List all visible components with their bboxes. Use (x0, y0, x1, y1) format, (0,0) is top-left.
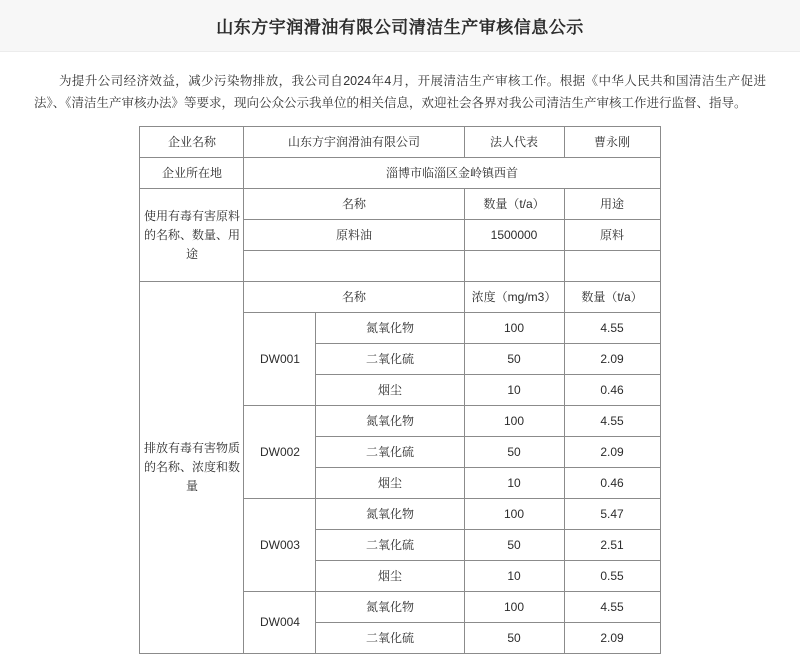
info-table-body (140, 127, 660, 654)
table-row (140, 189, 660, 220)
emission-name: 氮氧化物 (316, 313, 464, 344)
emission-name: 二氧化硫 (316, 344, 464, 375)
emission-quantity: 4.55 (564, 406, 660, 437)
value-company-address: 淄博市临淄区金岭镇西首 (244, 158, 660, 189)
emission-quantity: 2.09 (564, 344, 660, 375)
emission-concentration: 50 (464, 344, 564, 375)
emission-name: 二氧化硫 (316, 437, 464, 468)
emission-outlet-dw004: DW004 (244, 592, 316, 654)
table-row (140, 282, 660, 313)
emission-concentration: 10 (464, 468, 564, 499)
label-company-address: 企业所在地 (140, 158, 244, 189)
header-emission-quantity: 数量（t/a） (564, 282, 660, 313)
page-header (0, 0, 800, 52)
header-emission-concentration: 浓度（mg/m3） (464, 282, 564, 313)
emission-concentration: 50 (464, 623, 564, 654)
emission-name: 氮氧化物 (316, 592, 464, 623)
raw-material-quantity: 1500000 (464, 220, 564, 251)
emission-name: 烟尘 (316, 375, 464, 406)
header-raw-material-name: 名称 (244, 189, 464, 220)
raw-material-empty-name (244, 251, 464, 282)
emission-concentration: 10 (464, 561, 564, 592)
table-row (140, 127, 660, 158)
emission-quantity: 4.55 (564, 592, 660, 623)
label-emission-block: 排放有毒有害物质的名称、浓度和数量 (140, 282, 244, 654)
emission-outlet-dw003: DW003 (244, 499, 316, 592)
raw-material-name: 原料油 (244, 220, 464, 251)
label-company-name: 企业名称 (140, 127, 244, 158)
emission-concentration: 50 (464, 530, 564, 561)
header-emission-name: 名称 (244, 282, 464, 313)
raw-material-empty-usage (564, 251, 660, 282)
emission-name: 氮氧化物 (316, 499, 464, 530)
emission-quantity: 5.47 (564, 499, 660, 530)
info-table-container (0, 120, 800, 654)
emission-concentration: 50 (464, 437, 564, 468)
emission-concentration: 100 (464, 592, 564, 623)
emission-concentration: 100 (464, 313, 564, 344)
emission-quantity: 2.51 (564, 530, 660, 561)
emission-quantity: 0.46 (564, 375, 660, 406)
label-legal-rep: 法人代表 (464, 127, 564, 158)
raw-material-usage: 原料 (564, 220, 660, 251)
label-raw-material-block: 使用有毒有害原料的名称、数量、用途 (140, 189, 244, 282)
emission-name: 氮氧化物 (316, 406, 464, 437)
info-table (139, 126, 660, 654)
header-raw-material-quantity: 数量（t/a） (464, 189, 564, 220)
emission-concentration: 100 (464, 499, 564, 530)
emission-concentration: 10 (464, 375, 564, 406)
emission-outlet-dw001: DW001 (244, 313, 316, 406)
emission-name: 二氧化硫 (316, 530, 464, 561)
intro-paragraph: 为提升公司经济效益，减少污染物排放，我公司自2024年4月，开展清洁生产审核工作。根据《中华人民共和国清洁生产促进法》、《清洁生产审核办法》等要求，现向公众公示我单位的相关信息，欢迎社会各界对我公司清洁生产审核工作进行监督、指导。 (34, 74, 766, 110)
value-legal-rep: 曹永刚 (564, 127, 660, 158)
emission-concentration: 100 (464, 406, 564, 437)
emission-quantity: 4.55 (564, 313, 660, 344)
emission-outlet-dw002: DW002 (244, 406, 316, 499)
raw-material-empty-quantity (464, 251, 564, 282)
value-company-name: 山东方宇润滑油有限公司 (244, 127, 464, 158)
emission-name: 二氧化硫 (316, 623, 464, 654)
emission-quantity: 2.09 (564, 437, 660, 468)
header-raw-material-usage: 用途 (564, 189, 660, 220)
page-title: 山东方宇润滑油有限公司清洁生产审核信息公示 (216, 18, 584, 37)
table-row (140, 158, 660, 189)
emission-name: 烟尘 (316, 561, 464, 592)
emission-quantity: 0.46 (564, 468, 660, 499)
emission-quantity: 2.09 (564, 623, 660, 654)
emission-name: 烟尘 (316, 468, 464, 499)
emission-quantity: 0.55 (564, 561, 660, 592)
